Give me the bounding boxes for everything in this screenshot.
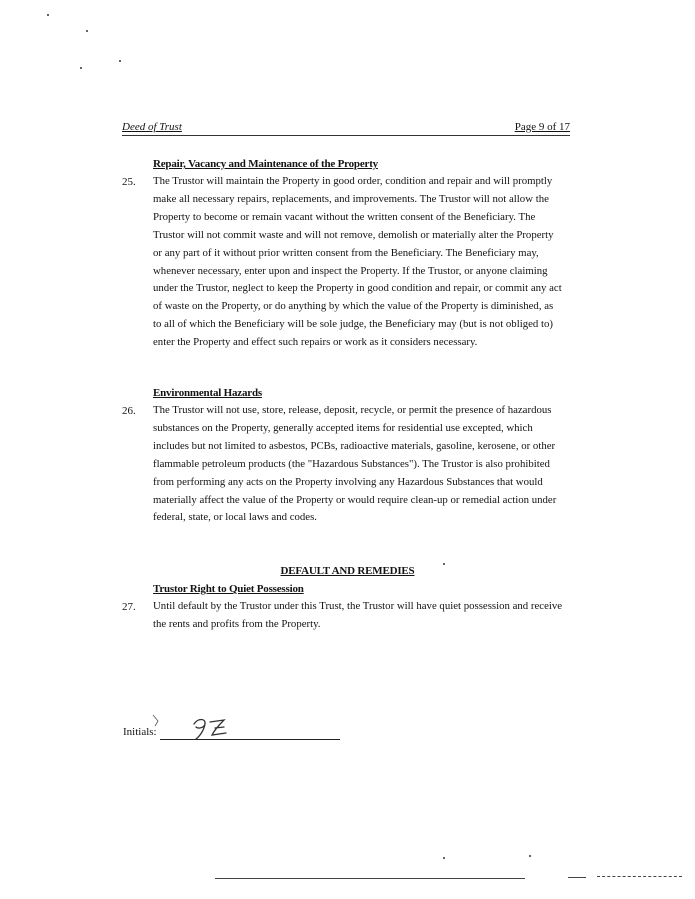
page-number: Page 9 of 17: [514, 121, 570, 133]
section-heading-quiet-possession: Trustor Right to Quiet Possession: [153, 583, 304, 595]
scan-speck: [529, 855, 531, 857]
pen-mark-icon: [150, 713, 164, 729]
scan-speck: [47, 14, 49, 16]
paragraph-number-26: 26.: [122, 405, 136, 417]
paragraph-number-25: 25.: [122, 176, 136, 188]
footer-rule-dash-2: [597, 876, 682, 877]
scan-speck: [443, 857, 445, 859]
scan-speck: [119, 60, 121, 62]
initials-line: [160, 739, 340, 740]
scan-speck: [443, 563, 445, 565]
header-divider: [122, 135, 570, 136]
section-heading-environmental: Environmental Hazards: [153, 387, 262, 399]
paragraph-26-text: The Trustor will not use, store, release, deposit, recycle, or permit the presence of hazardous substances on the Property, generally accepted items for residential use excepted, which includes but not limited to asbestos, PCBs, radioactive materials, gasoline, kerosene, or other flammable petroleum products (the "Hazardous Substances"). The Trustor is also prohibited from performing any acts on the Property involving any Hazardous Substances that would materially affect the value of the Property or would require clean-up or remedial action under federal, state, or local laws and codes.: [153, 404, 557, 524]
document-title: Deed of Trust: [122, 121, 182, 133]
footer-rule-dash-1: [568, 877, 586, 878]
scan-speck: [80, 67, 82, 69]
section-heading-repair: Repair, Vacancy and Maintenance of the Property: [153, 158, 378, 170]
paragraph-25-text: The Trustor will maintain the Property in good order, condition and repair and will promptly make all necessary repairs, replacements, and improvements. The Trustor will not allow the Property to become or remain vacant without the written consent of the Beneficiary. The Trustor will not commit waste and will not remove, demolish or materially alter the Property or any part of it without prior written consent from the Beneficiary. The Beneficiary may, whenever necessary, enter upon and inspect the Property. If the Trustor, or anyone claiming under the Trustor, neglect to keep the Property in good condition and repair, or commit any act of waste on the Property, or do anything by which the value of the Property is diminished, as to all of which the Beneficiary will be sole judge, the Beneficiary may (but is not obliged to) enter the Property and effect such repairs or work as it considers necessary.: [153, 175, 562, 349]
section-title-default-remedies: DEFAULT AND REMEDIES: [280, 565, 415, 577]
paragraph-27-text: Until default by the Trustor under this Trust, the Trustor will have quiet possession and receive the rents and profits from the Property.: [153, 600, 563, 630]
handwritten-initials-icon: [188, 712, 236, 742]
initials-label: Initials:: [123, 726, 157, 738]
footer-rule-main: [215, 878, 525, 879]
paragraph-number-27: 27.: [122, 601, 136, 613]
scan-speck: [86, 30, 88, 32]
